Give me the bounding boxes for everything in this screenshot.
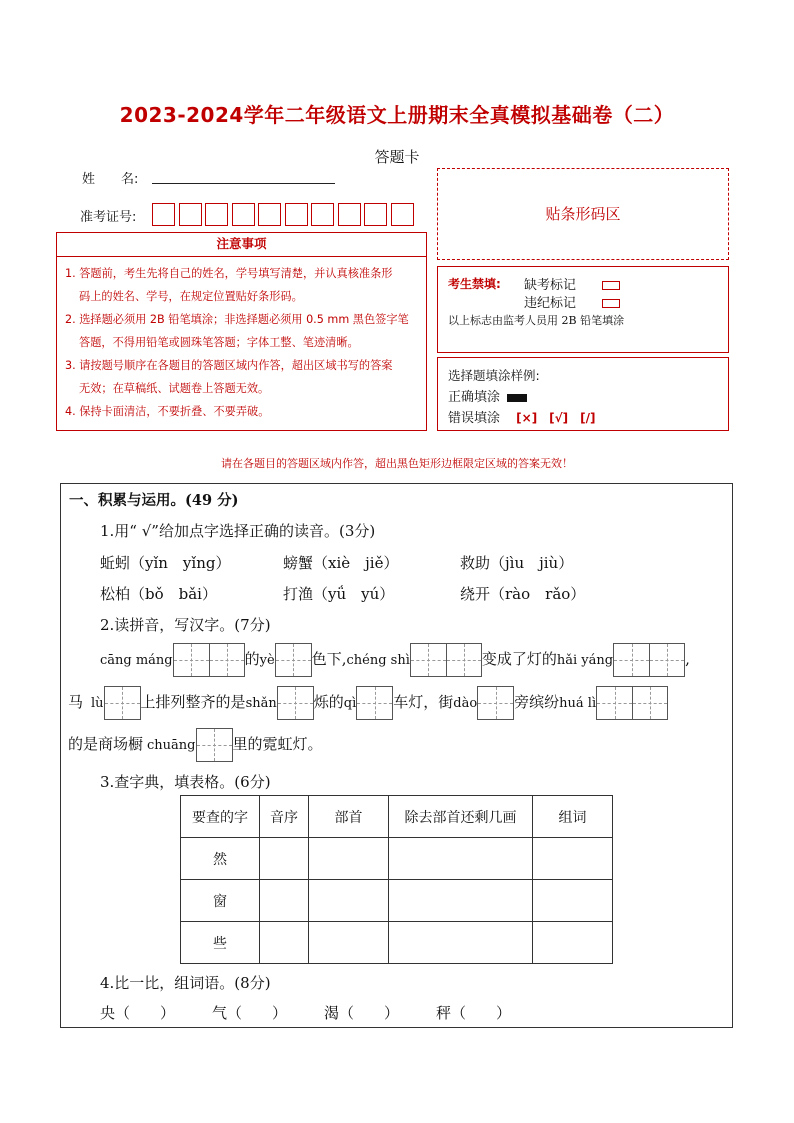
notice-line: 答题，不得用铅笔或圆珠笔答题；字体工整、笔迹清晰。 [79, 336, 359, 349]
fill-sample-label: 选择题填涂样例: [448, 368, 540, 383]
notice-line: 无效；在草稿纸、试题卷上答题无效。 [79, 382, 270, 395]
page-title: 2023-2024学年二年级语文上册期末全真模拟基础卷（二） [119, 103, 675, 127]
wrong-fill-row [448, 407, 596, 426]
pinyin: chuāng [147, 738, 196, 753]
text: 烁的 [313, 693, 344, 711]
q4-item[interactable]: 央（ ） [100, 1004, 176, 1022]
answer-card-subtitle: 答题卡 [374, 148, 420, 166]
barcode-area [437, 168, 729, 260]
fill-sample-box [437, 357, 729, 431]
name-field[interactable] [152, 183, 335, 184]
writing-grid[interactable] [410, 643, 482, 677]
exam-marks-label: 考生禁填: [448, 277, 501, 291]
text: 车灯，街 [393, 693, 454, 711]
pinyin: cāng máng [100, 653, 173, 668]
q4-item[interactable]: 气（ ） [212, 1004, 288, 1022]
answer-cell[interactable] [533, 922, 613, 964]
text: 旁缤纷 [514, 693, 560, 711]
notice-line: 4. 保持卡面清洁，不要折叠、不要弄破。 [65, 405, 270, 418]
answer-cell[interactable] [389, 922, 533, 964]
pinyin: dào [453, 696, 478, 711]
answer-cell[interactable] [260, 880, 309, 922]
writing-grid[interactable] [173, 643, 245, 677]
wrong-fill-marks: [×] [√] [/] [516, 411, 596, 425]
writing-grid[interactable] [477, 686, 514, 720]
writing-grid[interactable] [596, 686, 668, 720]
column-header: 组词 [533, 796, 613, 838]
q1-item[interactable]: 螃蟹（xiè jiě） [283, 554, 399, 572]
id-digit-box[interactable] [179, 203, 202, 226]
name-label: 姓 名: [82, 172, 139, 187]
answer-cell[interactable] [389, 838, 533, 880]
q4-item[interactable]: 秤（ ） [436, 1004, 512, 1022]
text: 里的霓虹灯。 [232, 735, 323, 753]
id-digit-box[interactable] [258, 203, 281, 226]
id-digit-box[interactable] [311, 203, 334, 226]
dictionary-table [180, 795, 613, 964]
lookup-character: 窗 [181, 880, 260, 922]
q1-item[interactable]: 救助（jìu jiù） [460, 554, 574, 572]
text: 变成了灯的 [481, 650, 557, 668]
wrong-fill-label: 错误填涂 [448, 411, 501, 426]
pinyin: qì [343, 696, 357, 711]
pinyin: yè [259, 653, 275, 668]
id-digit-box[interactable] [364, 203, 387, 226]
answer-cell[interactable] [389, 880, 533, 922]
id-digit-box[interactable] [338, 203, 361, 226]
exam-id-boxes[interactable] [152, 203, 418, 227]
q3-prompt: 3.查字典，填表格。(6分) [100, 773, 271, 791]
exam-marks-box [437, 266, 729, 353]
answer-cell[interactable] [260, 838, 309, 880]
pinyin: chéng shì [346, 653, 410, 668]
q1-item[interactable]: 蚯蚓（yǐn yǐng） [100, 554, 231, 572]
absent-mark-box[interactable] [602, 281, 620, 290]
id-digit-box[interactable] [232, 203, 255, 226]
q4-prompt: 4.比一比，组词语。(8分) [100, 974, 271, 992]
q1-item[interactable]: 松柏（bǒ bǎi） [100, 585, 217, 603]
q2-line-3 [68, 726, 323, 764]
writing-grid[interactable] [275, 643, 312, 677]
text: 马 [68, 693, 84, 711]
exam-marks-note: 以上标志由监考人员用 2B 铅笔填涂 [448, 314, 625, 327]
answer-area-warning: 请在各题目的答题区域内作答，超出黑色矩形边框限定区域的答案无效！ [221, 457, 573, 470]
text: 的 [244, 650, 260, 668]
id-digit-box[interactable] [285, 203, 308, 226]
column-header: 要查的字 [181, 796, 260, 838]
notice-line: 3. 请按题号顺序在各题目的答题区域内作答，超出区域书写的答案 [65, 359, 393, 372]
answer-cell[interactable] [309, 922, 389, 964]
text: , [685, 650, 690, 668]
answer-cell[interactable] [260, 922, 309, 964]
violation-mark-label: 违纪标记 [524, 296, 577, 311]
correct-fill-swatch [507, 394, 527, 402]
writing-grid[interactable] [104, 686, 141, 720]
answer-cell[interactable] [533, 880, 613, 922]
id-digit-box[interactable] [205, 203, 228, 226]
q4-item[interactable]: 渴（ ） [324, 1004, 400, 1022]
writing-grid[interactable] [356, 686, 393, 720]
absent-mark-row [524, 274, 620, 293]
table-row [181, 880, 613, 922]
answer-cell[interactable] [309, 838, 389, 880]
text: 上排列整齐的是 [140, 693, 246, 711]
pinyin: shǎn [245, 696, 277, 711]
id-digit-box[interactable] [391, 203, 414, 226]
id-digit-box[interactable] [152, 203, 175, 226]
q2-line-1 [100, 641, 690, 679]
column-header: 音序 [260, 796, 309, 838]
notice-box [56, 232, 427, 431]
pinyin: huá lì [559, 696, 597, 711]
writing-grid[interactable] [613, 643, 685, 677]
violation-mark-box[interactable] [602, 299, 620, 308]
pinyin: lù [91, 696, 104, 711]
notice-heading: 注意事项 [57, 233, 426, 257]
notice-line: 1. 答题前，考生先将自己的姓名，学号填写清楚，并认真核准条形 [65, 267, 393, 280]
barcode-label: 贴条形码区 [545, 205, 621, 223]
text: 色下, [311, 650, 347, 668]
correct-fill-row [448, 386, 527, 405]
writing-grid[interactable] [277, 686, 314, 720]
lookup-character: 些 [181, 922, 260, 964]
section-title: 一、积累与运用。(49 分) [69, 492, 239, 509]
correct-fill-label: 正确填涂 [448, 390, 501, 405]
column-header: 除去部首还剩几画 [389, 796, 533, 838]
q1-item[interactable]: 打渔（yǘ yú） [283, 585, 395, 603]
q1-prompt: 1.用“ √”给加点字选择正确的读音。(3分) [100, 522, 376, 540]
q2-prompt: 2.读拼音，写汉字。(7分) [100, 616, 271, 634]
q1-item[interactable]: 绕开（rào rǎo） [460, 585, 586, 603]
lookup-character: 然 [181, 838, 260, 880]
absent-mark-label: 缺考标记 [524, 278, 577, 293]
table-row [181, 922, 613, 964]
pinyin: hǎi yáng [556, 653, 614, 668]
text: 的是商场橱 [68, 735, 144, 753]
answer-cell[interactable] [533, 838, 613, 880]
column-header: 部首 [309, 796, 389, 838]
table-header-row [181, 796, 613, 838]
notice-line: 2. 选择题必须用 2B 铅笔填涂；非选择题必须用 0.5 mm 黑色签字笔 [65, 313, 409, 326]
writing-grid[interactable] [196, 728, 233, 762]
q2-line-2 [68, 684, 668, 722]
violation-mark-row [524, 292, 620, 311]
answer-cell[interactable] [309, 880, 389, 922]
table-row [181, 838, 613, 880]
notice-line: 码上的姓名、学号，在规定位置贴好条形码。 [79, 290, 303, 303]
exam-id-label: 准考证号: [80, 210, 137, 225]
